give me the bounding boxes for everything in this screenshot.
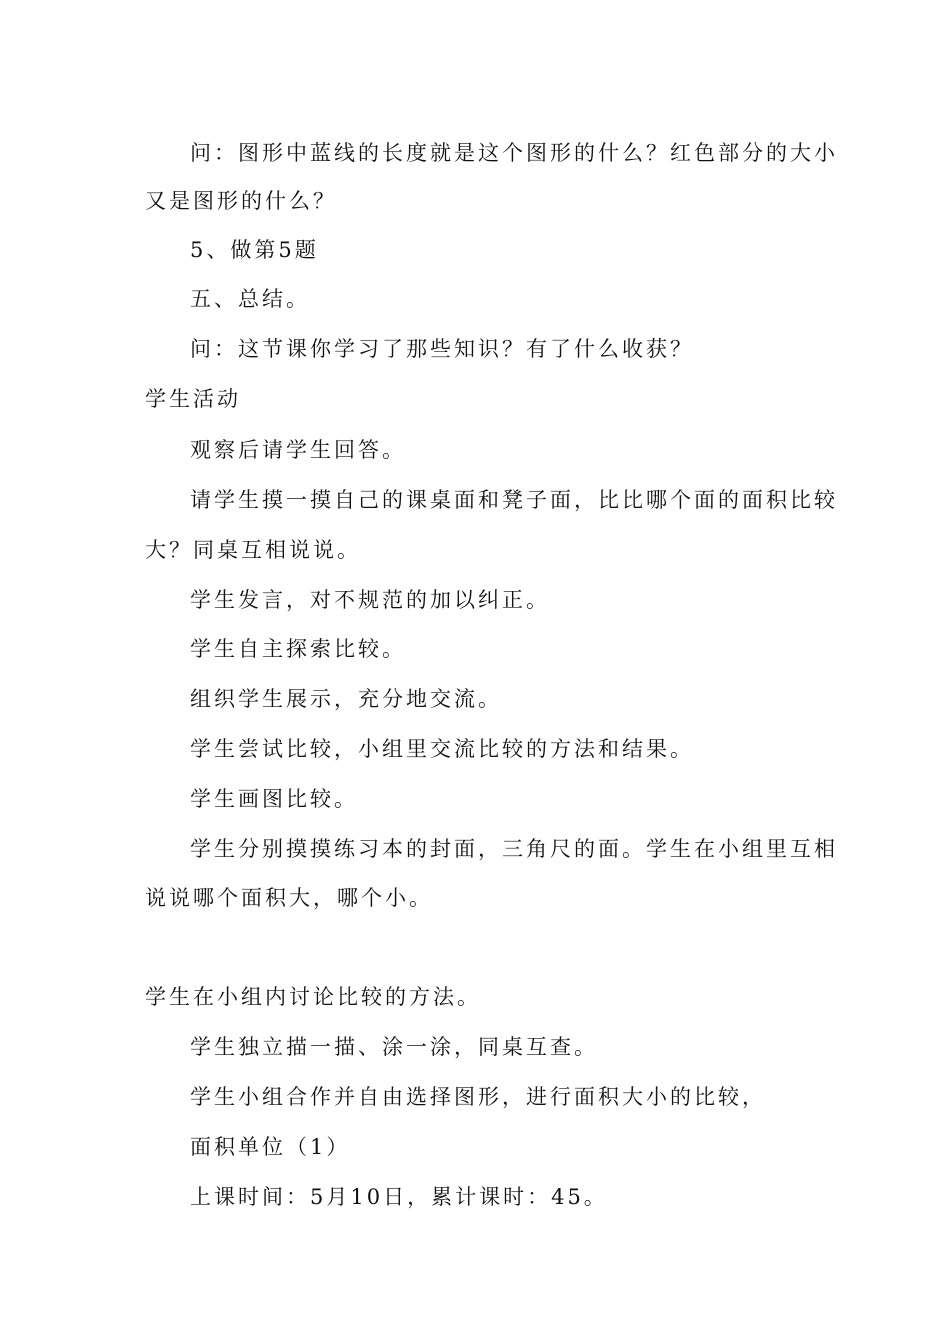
activity-line: 学生分别摸摸练习本的封面，三角尺的面。学生在小组里互相	[190, 837, 838, 861]
section-heading-student-activity: 学生活动	[145, 387, 241, 411]
activity-line: 学生发言，对不规范的加以纠正。	[190, 588, 550, 612]
activity-line: 学生独立描一描、涂一涂，同桌互查。	[190, 1035, 598, 1059]
question-blue-line-red-area: 问：图形中蓝线的长度就是这个图形的什么？红色部分的大小	[190, 141, 838, 165]
class-time-info: 上课时间：5月10日，累计课时：45。	[190, 1185, 608, 1209]
activity-line: 观察后请学生回答。	[190, 438, 406, 462]
activity-line: 学生自主探索比较。	[190, 637, 406, 661]
section-heading-summary: 五、总结。	[190, 287, 310, 311]
activity-line: 说说哪个面积大，哪个小。	[145, 886, 433, 910]
activity-line: 学生在小组内讨论比较的方法。	[145, 985, 481, 1009]
summary-question: 问：这节课你学习了那些知识？有了什么收获？	[190, 337, 694, 361]
activity-line: 学生小组合作并自由选择图形，进行面积大小的比较，	[190, 1085, 766, 1109]
activity-line: 大？同桌互相说说。	[145, 538, 361, 562]
question-continuation: 又是图形的什么？	[145, 189, 337, 213]
activity-line: 组织学生展示，充分地交流。	[190, 687, 502, 711]
activity-line: 学生画图比较。	[190, 787, 358, 811]
lesson-title: 面积单位（1）	[190, 1135, 351, 1159]
exercise-item-5: 5、做第5题	[190, 238, 319, 262]
activity-line: 请学生摸一摸自己的课桌面和凳子面，比比哪个面的面积比较	[190, 488, 838, 512]
activity-line: 学生尝试比较，小组里交流比较的方法和结果。	[190, 737, 694, 761]
